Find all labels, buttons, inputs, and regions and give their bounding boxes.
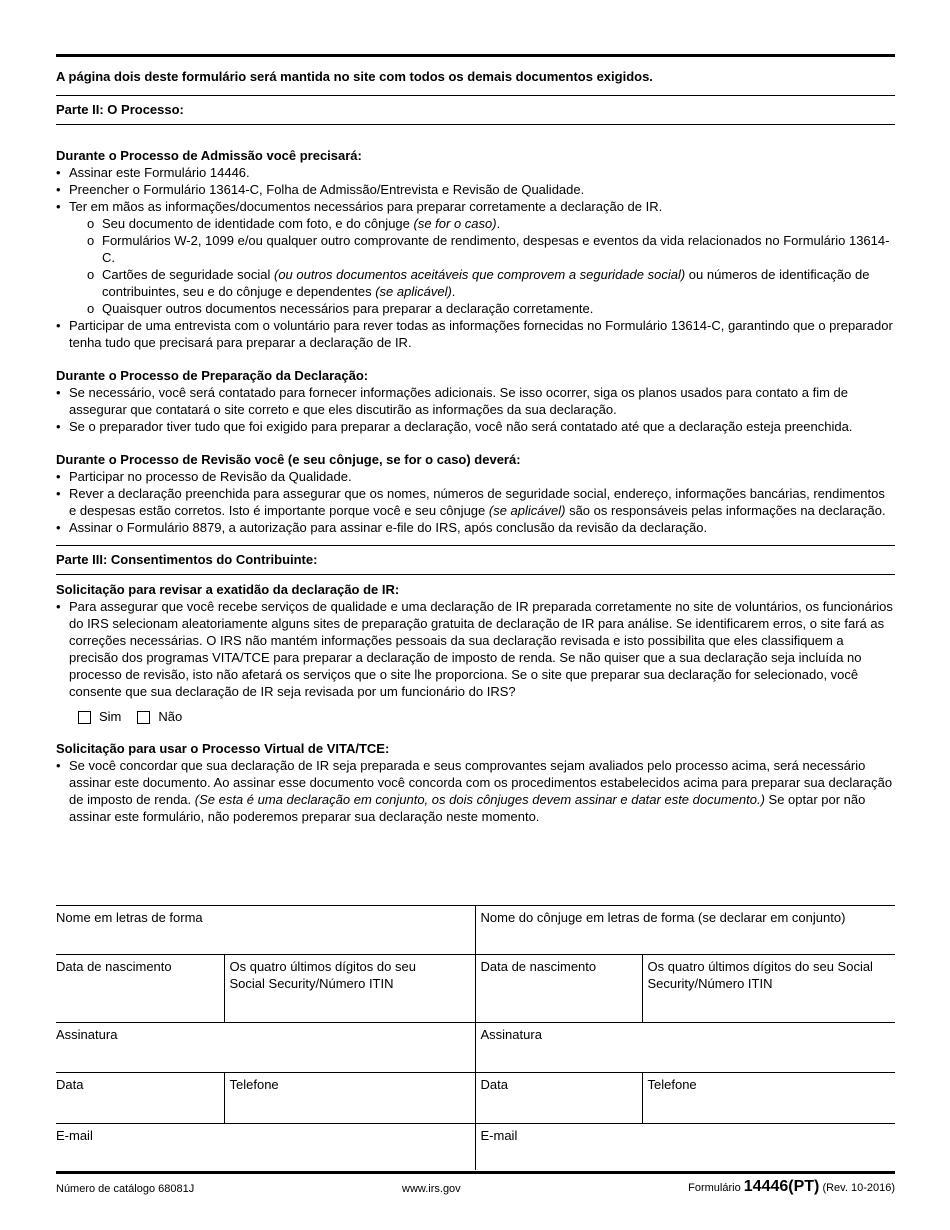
virtual-heading: Solicitação para usar o Processo Virtual de VITA/TCE: [56, 741, 390, 756]
list-item: • Assinar o Formulário 8879, a autorização para assinar e-file do IRS, após conclusão da revisão da declaração. [56, 519, 895, 536]
list-item: • Se você concordar que sua declaração de IR seja preparada e seus comprovantes sejam avaliados pelo processo acima, será necessário assinar este documento. Ao assinar esse documento você concorda com os procedimentos estabelecidos acima para preparar sua declaração de imposto de renda. (Se esta é uma declaração em conjunto, os dois cônjuges devem assinar e datar este documento.) Se optar por não assinar este formulário, não poderemos preparar sua declaração neste momento. [56, 757, 895, 825]
field-label: Telefone [229, 1077, 279, 1092]
documents-sublist [69, 215, 895, 317]
signature-table [56, 905, 895, 1170]
no-label: Não [158, 709, 183, 724]
field-label: Os quatro últimos dígitos do seu Social Security/Número ITIN [647, 959, 873, 991]
yes-checkbox[interactable] [78, 711, 91, 724]
intake-heading: Durante o Processo de Admissão você precisará: [56, 148, 362, 163]
taxpayer-dob-field[interactable] [56, 955, 224, 1023]
preparation-heading: Durante o Processo de Preparação da Declaração: [56, 368, 369, 383]
accuracy-heading: Solicitação para revisar a exatidão da declaração de IR: [56, 582, 400, 597]
field-label: Data [56, 1077, 84, 1092]
preparation-list [56, 384, 895, 435]
no-option[interactable] [137, 708, 182, 726]
spouse-phone-field[interactable] [642, 1073, 895, 1124]
form-id: Formulário 14446(PT) (Rev. 10-2016) [688, 1178, 895, 1195]
review-list [56, 468, 895, 536]
list-item: • Para assegurar que você recebe serviços de qualidade e uma declaração de IR preparada corretamente no site de voluntários, os funcionários do IRS selecionam aleatoriamente alguns sites de preparação gratuita de declaração de IR para análise. Se identificarem erros, o site fará as correções necessárias. O IRS não mantém informações pessoais da sua declaração revisada e isto possibilita que eles classifiquem a precisão dos programas VITA/TCE para preparar a declaração de imposto de renda. Se não quiser que a sua declaração seja incluída no processo de revisão, isto não afetará os serviços que o site lhe proporciona. Se o site que preparar sua declaração for selecionado, você consente que sua declaração de IR seja revisada por um funcionário do IRS? [56, 598, 895, 700]
list-item: o Quaisquer outros documentos necessários para preparar a declaração corretamente. [86, 300, 895, 317]
field-label: Telefone [647, 1077, 697, 1092]
yes-label: Sim [99, 709, 122, 724]
spouse-ssn-field[interactable] [642, 955, 895, 1023]
catalog-number: Número de catálogo 68081J [56, 1183, 195, 1195]
field-label: Nome do cônjuge em letras de forma (se declarar em conjunto) [480, 910, 846, 925]
virtual-list [56, 757, 895, 825]
list-item: o Cartões de seguridade social (ou outros documentos aceitáveis que comprovem a seguridade social) ou números de identificação de contribuintes, seu e do cônjuge e dependentes (se aplicável). [86, 266, 895, 300]
yes-option[interactable] [78, 708, 121, 726]
page-footer [56, 1171, 895, 1204]
list-item: • Participar de uma entrevista com o voluntário para rever todas as informações fornecidas no Formulário 13614-C, garantindo que o preparador tenha tudo que precisará para preparar a declaração de IR. [56, 317, 895, 351]
taxpayer-ssn-field[interactable] [224, 955, 475, 1023]
spouse-signature-field[interactable] [475, 1023, 895, 1073]
spouse-date-field[interactable] [475, 1073, 642, 1124]
list-item: o Seu documento de identidade com foto, e do cônjuge (se for o caso). [86, 215, 895, 232]
list-item: o Formulários W-2, 1099 e/ou qualquer outro comprovante de rendimento, despesas e eventos da vida relacionados no Formulário 13614-C. [86, 232, 895, 266]
field-label: Nome em letras de forma [56, 910, 203, 925]
field-label: Os quatro últimos dígitos do seu Social Security/Número ITIN [229, 959, 416, 991]
accuracy-list [56, 598, 895, 700]
taxpayer-signature-field[interactable] [56, 1023, 475, 1073]
list-item: • Ter em mãos as informações/documentos necessários para preparar corretamente a declaração de IR. o Seu documento de identidade com foto, e do cônjuge (se for o caso). o Formulários W-2, 1099 e/ou qualquer outro comprovante de rendimento, despesas e eventos da vida relacionados no Formulário 13614-C. o Cartões de seguridade social (ou outros documentos aceitáveis que comprovem a seguridade social) ou números de identificação de contribuintes, seu e do cônjuge e dependentes (se aplicável). o Quaisquer outros documentos necessários para preparar a declaração corretamente. [56, 198, 895, 317]
field-label: Data de nascimento [56, 959, 172, 974]
review-heading: Durante o Processo de Revisão você (e seu cônjuge, se for o caso) deverá: [56, 452, 521, 467]
part3-title: Parte III: Consentimentos do Contribuinte: [56, 552, 318, 567]
field-label: E-mail [56, 1128, 93, 1143]
spouse-email-field[interactable] [475, 1124, 895, 1170]
field-label: Data de nascimento [480, 959, 597, 974]
intro-notice: A página dois deste formulário será mantida no site com todos os demais documentos exigidos. [56, 69, 653, 84]
taxpayer-phone-field[interactable] [224, 1073, 475, 1124]
field-label: Assinatura [56, 1027, 118, 1042]
taxpayer-date-field[interactable] [56, 1073, 224, 1124]
intake-list [56, 164, 895, 351]
form-page [56, 54, 895, 825]
part2-title: Parte II: O Processo: [56, 102, 184, 117]
list-item: • Participar no processo de Revisão da Qualidade. [56, 468, 895, 485]
list-item: • Se necessário, você será contatado para fornecer informações adicionais. Se isso ocorrer, siga os planos usados para contato a fim de assegurar que contatará o site correto e que eles discutirão as informações da sua declaração. [56, 384, 895, 418]
taxpayer-name-field[interactable] [56, 906, 475, 955]
spouse-name-field[interactable] [475, 906, 895, 955]
no-checkbox[interactable] [137, 711, 150, 724]
field-label: Assinatura [480, 1027, 542, 1042]
spouse-dob-field[interactable] [475, 955, 642, 1023]
taxpayer-email-field[interactable] [56, 1124, 475, 1170]
list-item: • Assinar este Formulário 14446. [56, 164, 895, 181]
list-item: • Preencher o Formulário 13614-C, Folha de Admissão/Entrevista e Revisão de Qualidade. [56, 181, 895, 198]
list-item: • Se o preparador tiver tudo que foi exigido para preparar a declaração, você não será contatado até que a declaração esteja preenchida. [56, 418, 895, 435]
consent-checkboxes [56, 700, 895, 726]
field-label: Data [480, 1077, 508, 1092]
list-item: • Rever a declaração preenchida para assegurar que os nomes, números de seguridade social, endereço, informações bancárias, rendimentos e despesas estão corretos. Isto é importante porque você e seu cônjuge (se aplicável) são os responsáveis pelas informações na declaração. [56, 485, 895, 519]
field-label: E-mail [480, 1128, 518, 1143]
website-link[interactable]: www.irs.gov [402, 1183, 461, 1195]
